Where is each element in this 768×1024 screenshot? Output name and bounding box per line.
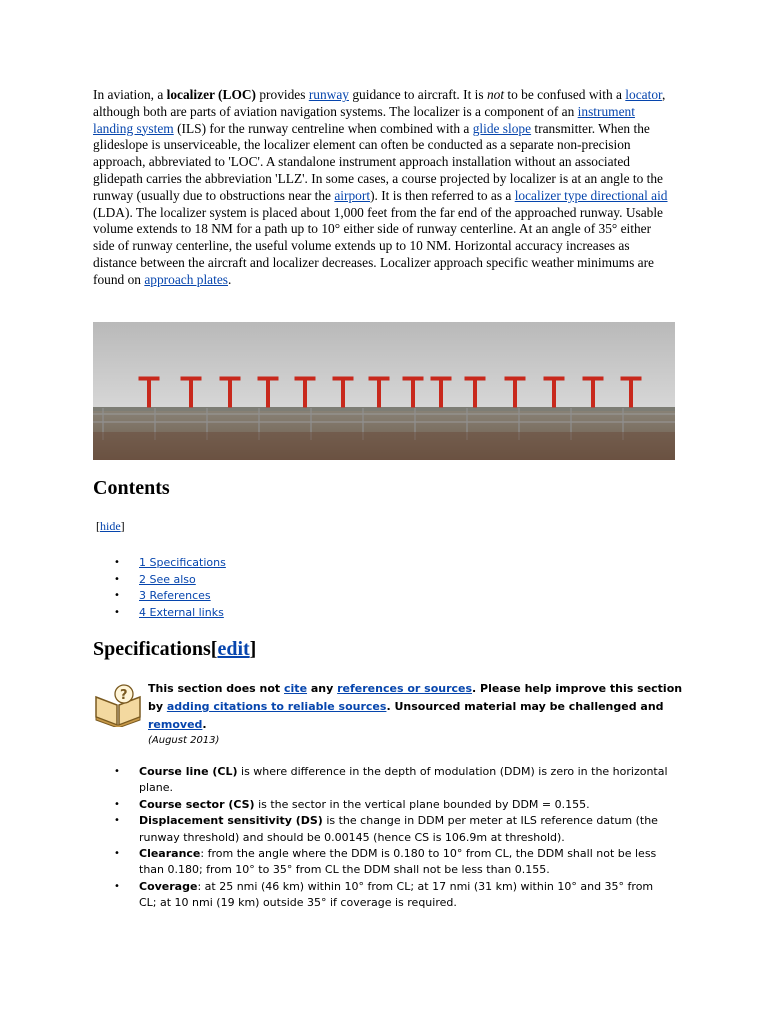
toc-link-references[interactable]: 3 References (139, 589, 211, 603)
book-question-icon (93, 683, 143, 727)
notice-text: any (307, 682, 338, 695)
toc-item (114, 572, 226, 589)
svg-text:?: ? (120, 688, 128, 703)
antenna-mast (553, 379, 556, 407)
references-link[interactable]: references or sources (337, 682, 473, 695)
localizer-array-image (93, 322, 675, 460)
spec-item (114, 813, 674, 846)
toc-item (114, 555, 226, 572)
toc-item (114, 605, 226, 622)
antenna-mast (440, 379, 443, 407)
spec-term: Clearance (139, 847, 201, 861)
intro-text: transmitter. When the glideslope is unserviceable, the localizer element can often be conducted as a separate non-precision approach, abbreviated to 'LOC'. A standalone instrument approach installation without an associated glidepath carries the abbreviation 'LLZ'. In some cases, a course projected by localizer is at an angle to the runway (usually due to obstructions near the (93, 120, 663, 203)
antenna-mast (148, 379, 151, 407)
toc-link-see-also[interactable]: 2 See also (139, 572, 196, 586)
notice-text: . (202, 718, 207, 731)
locator-link[interactable]: locator (625, 87, 662, 102)
toc-bracket-close: ] (120, 519, 125, 533)
spec-term: Course line (CL) (139, 765, 238, 778)
intro-text: , although both are parts of aviation navigation systems. The localizer is a component of an (93, 87, 666, 119)
intro-paragraph (93, 87, 671, 289)
intro-text: (LDA). The localizer system is placed about 1,000 feet from the far end of the approached runway. Usable volume extends to 18 NM for a path up to 10° either side of runway centerline. At an angle of 35° either side of runway centerline, the useful volume extends up to 10 NM. Horizontal accuracy increases as distance between the aircraft and localizer decreases. Localizer approach specific weather minimums are found on (93, 204, 664, 287)
antenna-mast (342, 379, 345, 407)
spec-definition: is the sector in the vertical plane bounded by DDM = 0.155. (254, 797, 590, 811)
toc-link-specifications[interactable]: 1 Specifications (139, 556, 226, 569)
runway-link[interactable]: runway (308, 87, 349, 102)
spec-item (114, 797, 674, 813)
intro-emphasis: not (486, 87, 505, 102)
notice-text: This section does not (148, 682, 285, 695)
table-of-contents (114, 555, 226, 621)
antenna-mast (267, 379, 270, 407)
notice-text: . Please help improve this section by (148, 682, 683, 713)
intro-text: to be confused with a (504, 87, 626, 102)
spec-item (114, 764, 674, 797)
toc-link-external-links[interactable]: 4 External links (139, 605, 224, 619)
intro-text: (ILS) for the runway centreline when combined with a (173, 120, 473, 136)
notice-text: . Unsourced material may be challenged and (386, 700, 664, 713)
antenna-mast (378, 379, 381, 407)
antenna-mast (592, 379, 595, 407)
cite-link[interactable]: cite (284, 682, 308, 695)
intro-text: In aviation, a (93, 87, 167, 102)
glide-slope-link[interactable]: glide slope (472, 120, 532, 136)
specifications-title: Specifications (93, 638, 211, 660)
ils-link[interactable]: instrument landing system (93, 103, 635, 136)
antenna-mast (630, 379, 633, 407)
edit-link[interactable]: edit (217, 638, 250, 660)
antenna-mast (412, 379, 415, 407)
antenna-mast (304, 379, 307, 407)
antenna-mast (190, 379, 193, 407)
specifications-heading (93, 638, 256, 661)
removed-link[interactable]: removed (148, 718, 203, 731)
adding-citations-link[interactable]: adding citations to reliable sources (166, 700, 387, 713)
intro-text: ). It is then referred to as a (370, 187, 515, 203)
spec-definition: is the change in DDM per meter at ILS reference datum (the runway threshold) and should be 0.00145 (hence CS is 106.9m at threshold). (139, 814, 658, 844)
intro-text: . (227, 271, 232, 287)
spec-term: Displacement sensitivity (DS) (139, 814, 323, 828)
lda-link[interactable]: localizer type directional aid (514, 187, 668, 203)
notice-date: (August 2013) (148, 735, 220, 746)
spec-term: Course sector (CS) (139, 797, 255, 811)
antenna-mast (229, 379, 232, 407)
spec-item (114, 879, 674, 912)
edit-bracket-close: ] (249, 638, 257, 660)
spec-item (114, 846, 674, 879)
spec-definition: : at 25 nmi (46 km) within 10° from CL; at 17 nmi (31 km) within 10° and 35° from CL; at 10 nmi (19 km) outside 35° if coverage is required. (139, 879, 654, 910)
localizer-antenna-photo (93, 322, 675, 460)
toc-hide-link[interactable]: hide (100, 519, 121, 533)
toc-toggle (96, 519, 125, 534)
spec-definition: : from the angle where the DDM is 0.180 to 10° from CL, the DDM shall not be less than 0.180; from 10° to 35° from CL the DDM shall not be less than 0.155. (139, 847, 657, 877)
antenna-mast (474, 379, 477, 407)
spec-definition: is where difference in the depth of modulation (DDM) is zero in the horizontal plane. (139, 765, 668, 795)
antenna-mast (514, 379, 517, 407)
approach-plates-link[interactable]: approach plates (144, 271, 228, 287)
specifications-list (114, 764, 674, 912)
spec-term: Coverage (139, 879, 198, 893)
intro-text: guidance to aircraft. It is (348, 87, 487, 102)
unreferenced-section-notice (148, 680, 688, 748)
toc-bracket-open: [ (96, 519, 100, 533)
contents-heading: Contents (93, 477, 170, 499)
intro-term: localizer (LOC) (166, 87, 256, 102)
intro-text: provides (256, 87, 309, 102)
airport-link[interactable]: airport (334, 187, 371, 203)
edit-bracket-open: [ (210, 638, 218, 660)
toc-item (114, 588, 226, 605)
